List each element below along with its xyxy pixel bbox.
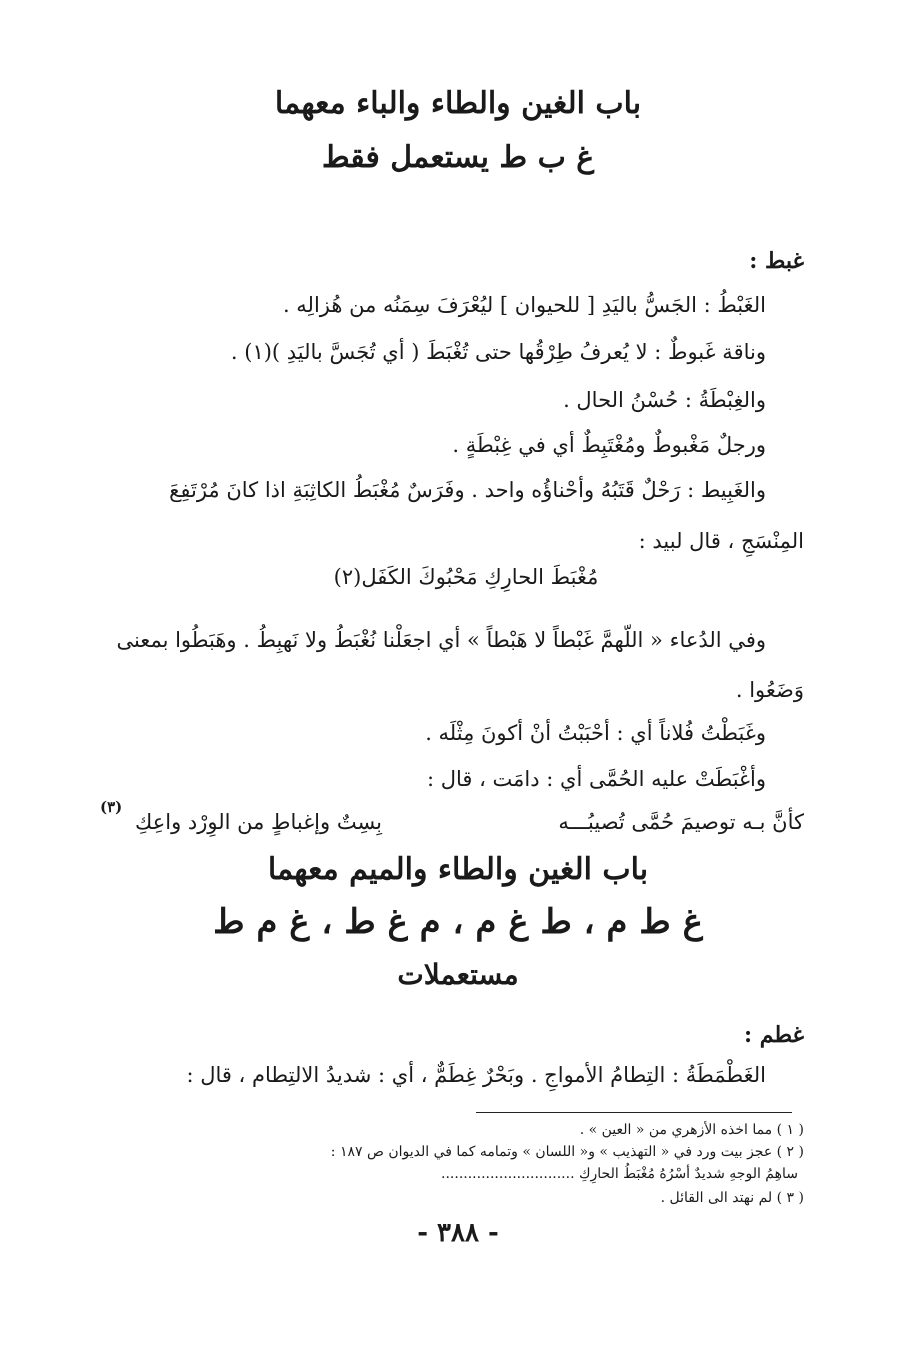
- footnote: ( ٢ ) عجز بيت ورد في « التهذيب » و« اللسان » وتمامه كما في الديوان ص ١٨٧ :: [330, 1144, 804, 1160]
- entry-line: الغَطْمَطَةُ : التِطامُ الأمواجِ . وبَحْرٌ غِطَمٌّ ، أي : شديدُ الالتِطام ، قال :: [186, 1063, 766, 1087]
- footnote: ( ١ ) مما اخذه الأزهري من « العين » .: [579, 1122, 804, 1138]
- entry-headword: غطم :: [744, 1022, 804, 1048]
- section-title: باب الغين والطاء والباء معهما: [274, 86, 642, 121]
- entry-line: وأغْبَطَتْ عليه الحُمَّى أي : دامَت ، قال :: [426, 767, 766, 791]
- verse-hemistich-right: كأنَّ بـه توصيمَ حُمَّى تُصيبُـــه: [558, 810, 804, 834]
- entry-line: الغَبْطُ : الجَسُّ باليَدِ [ للحيوان ] ليُعْرَفَ سِمَنُه من هُزالِه .: [282, 293, 766, 317]
- entry-line: والغِبْطَةُ : حُسْنُ الحال .: [563, 388, 766, 412]
- entry-line: وَضَعُوا .: [735, 678, 804, 702]
- entry-line: ورجلٌ مَغْبوطٌ ومُغْتَبِطٌ أي في غِبْطَةٍ .: [452, 433, 766, 457]
- quoted-verse: مُغْبَطَ الحارِكِ مَحْبُوكَ الكَفَل(٢): [333, 565, 599, 589]
- footnote-marker: (٣): [100, 798, 123, 816]
- entry-line: وناقة غَبوطٌ : لا يُعرفُ طِرْقُها حتى تُغْبَطَ ( أي تُجَسَّ باليَدِ )(١) .: [230, 340, 766, 364]
- entry-line: وغَبَطْتُ فُلاناً أي : أحْبَبْتُ أنْ أكونَ مِثْلَه .: [425, 721, 766, 745]
- entry-line: والغَبِيط : رَحْلٌ قَتَبُهُ وأحْناؤُه واحد . وفَرَسٌ مُغْبَطُ الكاثِبَةِ اذا كانَ مُرْتَفِعَ: [169, 478, 766, 502]
- entry-line: المِنْسَجِ ، قال لبيد :: [638, 529, 804, 553]
- verse-hemistich-left: بِسِتٌ وإغباطٍ من الوِرْد واعِكِ: [135, 810, 383, 834]
- entry-line: وفي الدُعاء « اللّهمَّ غَبْطاً لا هَبْطاً » أي اجعَلْنا نُغْبَطُ ولا نَهبِطُ . وهَبَطُوا بمعنى: [116, 628, 766, 652]
- section-title: باب الغين والطاء والميم معهما: [267, 852, 649, 887]
- footnote-verse: ساهِمُ الوجهِ شديدٌ أسْرُهُ مُغْبَطُ الحارِكِ ..............................: [441, 1166, 798, 1182]
- section-subtitle: غ ب ط يستعمل فقط: [321, 140, 595, 175]
- usage-status: مستعملات: [397, 958, 519, 991]
- footnote: ( ٣ ) لم نهتد الى القائل .: [660, 1190, 804, 1206]
- root-permutations: غ ط م ، ط غ م ، م غ ط ، غ م ط: [213, 902, 703, 942]
- footnote-divider: [476, 1112, 792, 1113]
- page-number: - ٣٨٨ -: [417, 1218, 499, 1248]
- entry-headword: غبط :: [749, 248, 804, 274]
